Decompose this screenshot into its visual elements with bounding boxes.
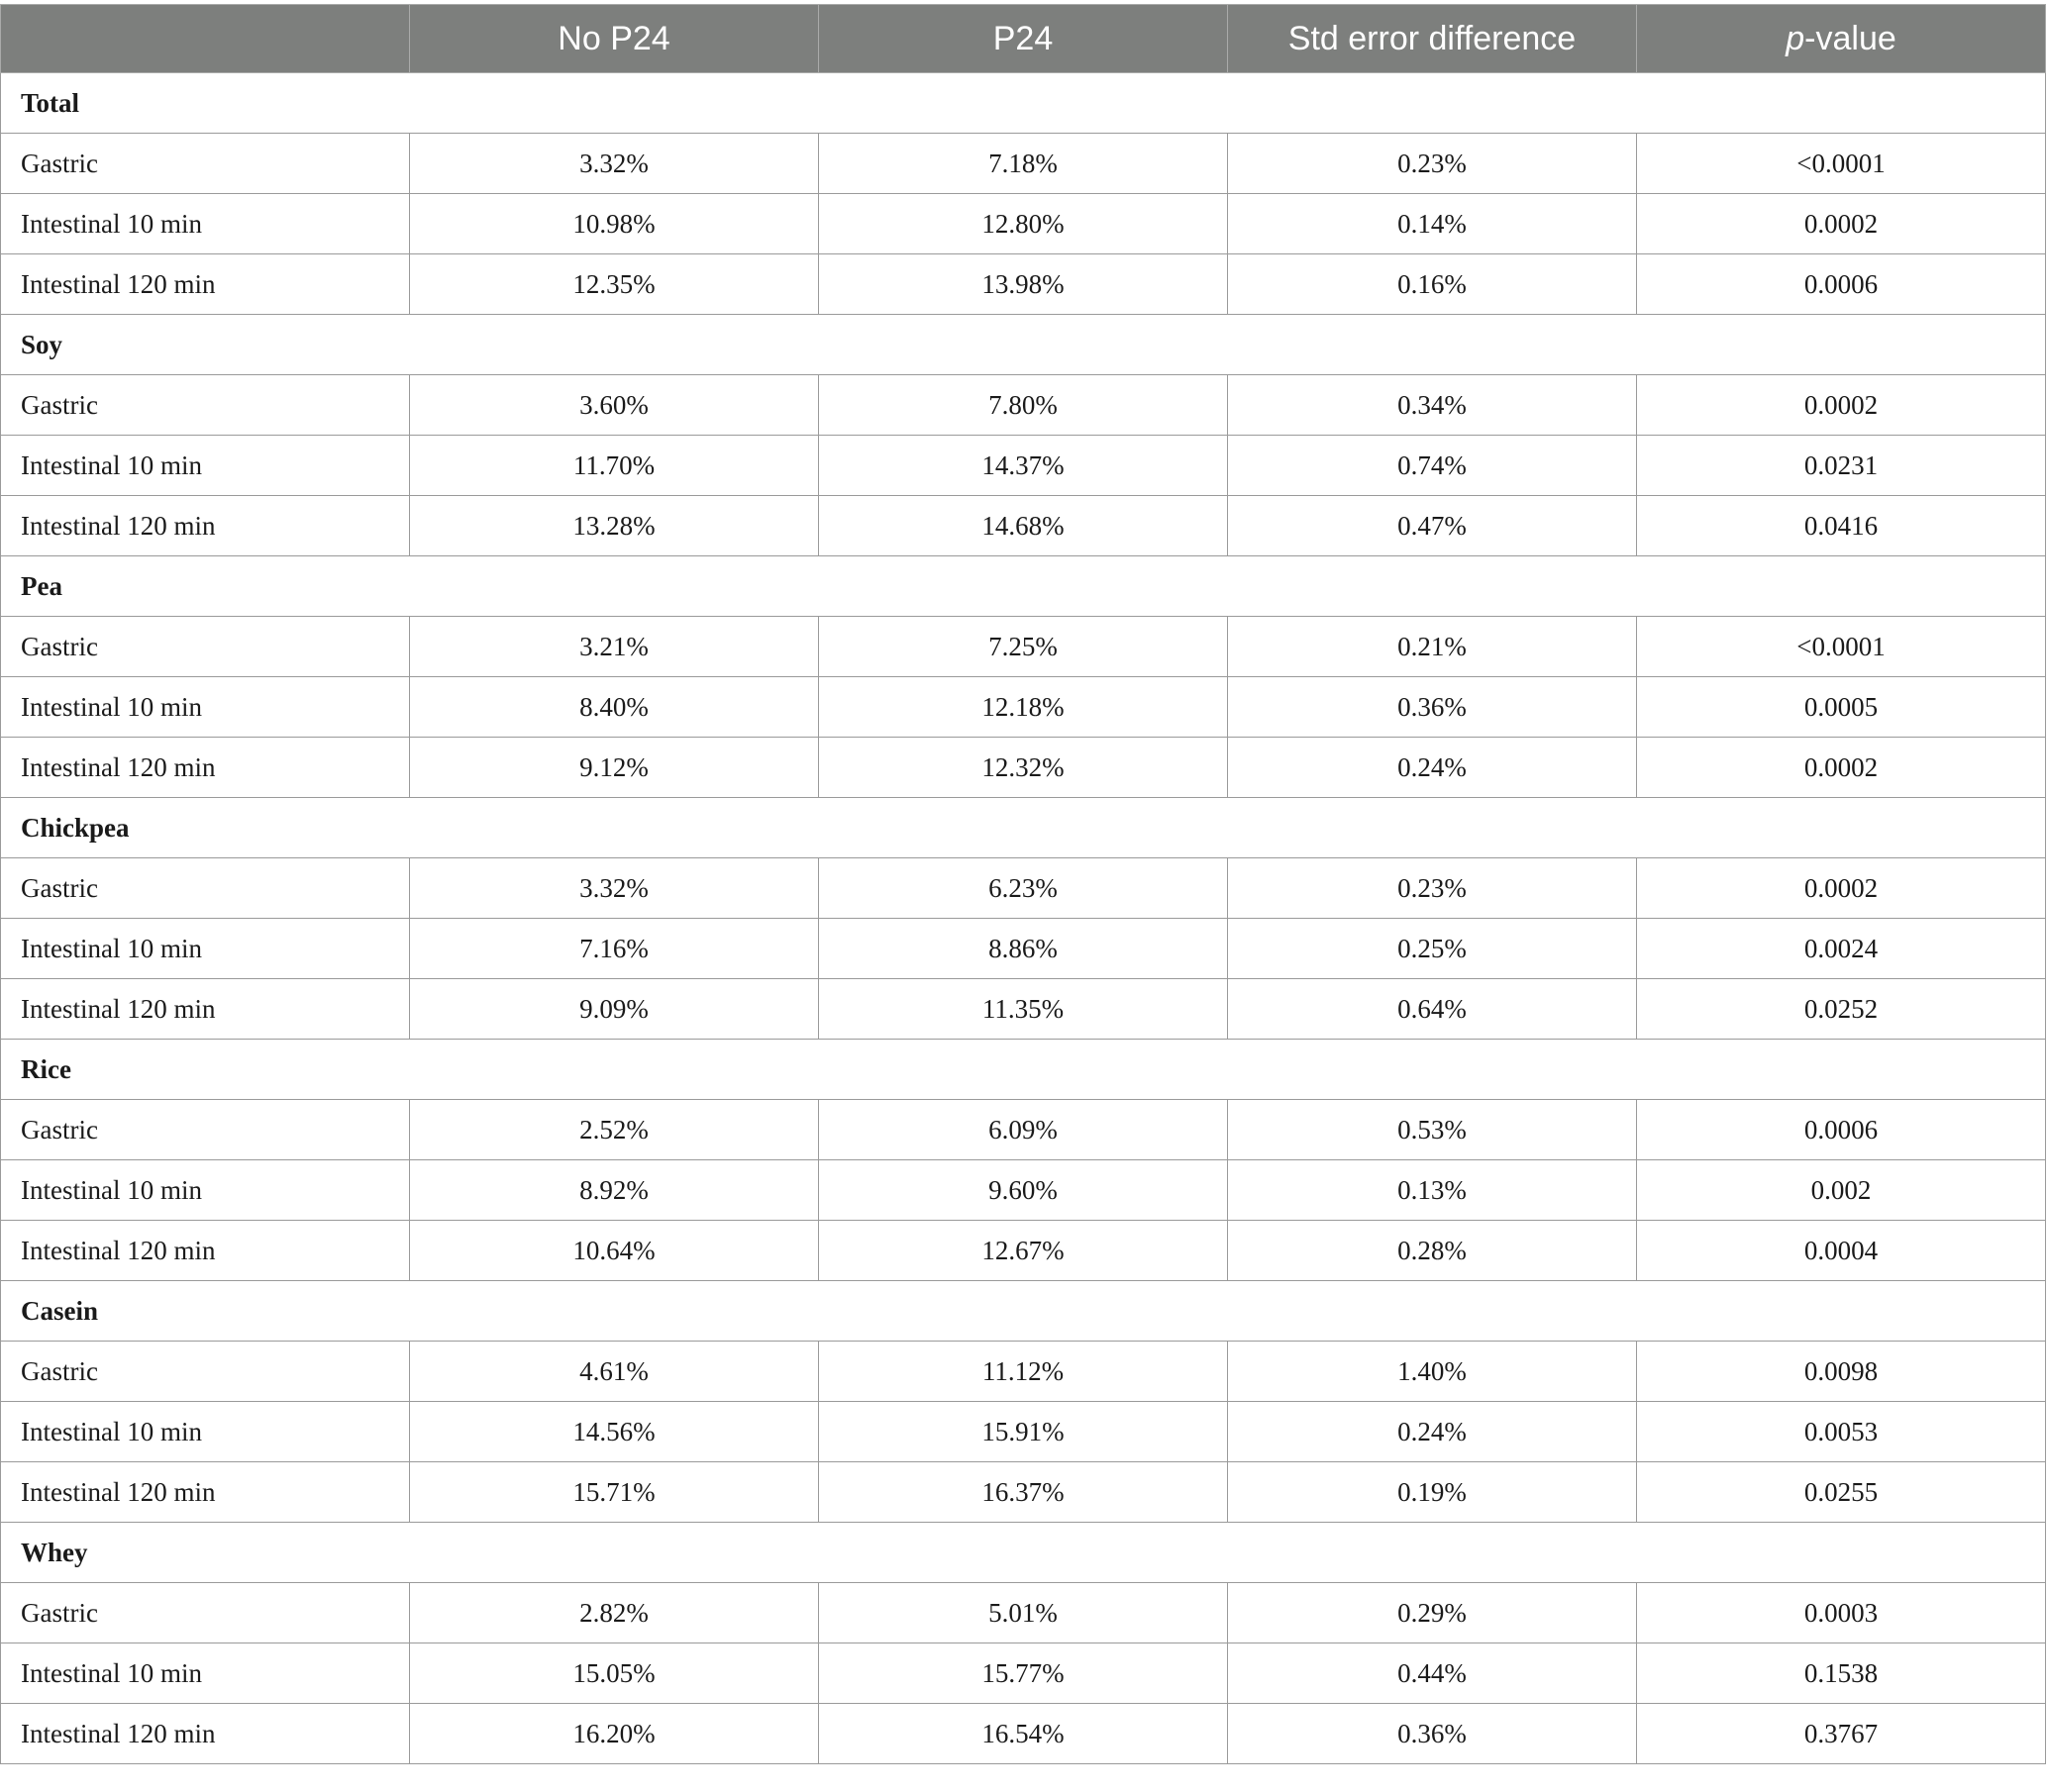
cell-p24: 7.80% (819, 375, 1228, 436)
cell-std-error: 0.47% (1228, 496, 1637, 556)
cell-p-value: 0.1538 (1637, 1643, 2046, 1704)
table-row (1, 1704, 2046, 1764)
cell-p-value: <0.0001 (1637, 134, 2046, 194)
row-label: Intestinal 120 min (1, 496, 410, 556)
cell-no-p24: 10.98% (410, 194, 819, 254)
cell-std-error: 0.44% (1228, 1643, 1637, 1704)
cell-p24: 12.80% (819, 194, 1228, 254)
row-label: Intestinal 10 min (1, 1643, 410, 1704)
cell-p-value: 0.0006 (1637, 254, 2046, 315)
table-row (1, 1342, 2046, 1402)
row-label: Intestinal 120 min (1, 1221, 410, 1281)
header-row (1, 5, 2046, 73)
table-row (1, 375, 2046, 436)
cell-p-value: 0.002 (1637, 1160, 2046, 1221)
cell-p24: 7.18% (819, 134, 1228, 194)
group-label: Rice (1, 1040, 2046, 1100)
cell-p24: 14.68% (819, 496, 1228, 556)
cell-no-p24: 11.70% (410, 436, 819, 496)
cell-p-value: <0.0001 (1637, 617, 2046, 677)
row-label: Gastric (1, 1342, 410, 1402)
results-table-container (0, 4, 2047, 1764)
row-label: Gastric (1, 134, 410, 194)
cell-p-value: 0.0098 (1637, 1342, 2046, 1402)
group-row-chickpea (1, 798, 2046, 858)
row-label: Gastric (1, 1583, 410, 1643)
cell-no-p24: 8.92% (410, 1160, 819, 1221)
cell-no-p24: 15.05% (410, 1643, 819, 1704)
cell-p-value: 0.0024 (1637, 919, 2046, 979)
cell-p24: 6.23% (819, 858, 1228, 919)
cell-std-error: 1.40% (1228, 1342, 1637, 1402)
row-label: Intestinal 10 min (1, 436, 410, 496)
cell-p24: 9.60% (819, 1160, 1228, 1221)
group-row-rice (1, 1040, 2046, 1100)
cell-p24: 12.67% (819, 1221, 1228, 1281)
row-label: Intestinal 120 min (1, 979, 410, 1040)
cell-std-error: 0.29% (1228, 1583, 1637, 1643)
cell-p24: 15.91% (819, 1402, 1228, 1462)
row-label: Intestinal 120 min (1, 254, 410, 315)
cell-p24: 13.98% (819, 254, 1228, 315)
cell-no-p24: 12.35% (410, 254, 819, 315)
group-label: Pea (1, 556, 2046, 617)
table-row (1, 677, 2046, 738)
table-row (1, 436, 2046, 496)
group-row-whey (1, 1523, 2046, 1583)
table-row (1, 254, 2046, 315)
cell-p-value: 0.0005 (1637, 677, 2046, 738)
header-cell-no-p24: No P24 (410, 5, 819, 73)
cell-p24: 16.37% (819, 1462, 1228, 1523)
table-row (1, 617, 2046, 677)
cell-std-error: 0.74% (1228, 436, 1637, 496)
cell-p-value: 0.0255 (1637, 1462, 2046, 1523)
cell-std-error: 0.16% (1228, 254, 1637, 315)
cell-std-error: 0.25% (1228, 919, 1637, 979)
row-label: Intestinal 10 min (1, 1160, 410, 1221)
table-row (1, 1643, 2046, 1704)
table-row (1, 919, 2046, 979)
row-label: Gastric (1, 375, 410, 436)
header-cell-blank (1, 5, 410, 73)
cell-no-p24: 16.20% (410, 1704, 819, 1764)
header-cell-p24: P24 (819, 5, 1228, 73)
cell-std-error: 0.19% (1228, 1462, 1637, 1523)
cell-std-error: 0.64% (1228, 979, 1637, 1040)
cell-no-p24: 4.61% (410, 1342, 819, 1402)
row-label: Intestinal 10 min (1, 677, 410, 738)
cell-std-error: 0.14% (1228, 194, 1637, 254)
cell-p-value: 0.3767 (1637, 1704, 2046, 1764)
cell-p-value: 0.0006 (1637, 1100, 2046, 1160)
table-row (1, 979, 2046, 1040)
cell-no-p24: 3.60% (410, 375, 819, 436)
group-row-total (1, 73, 2046, 134)
row-label: Intestinal 120 min (1, 738, 410, 798)
table-row (1, 1100, 2046, 1160)
cell-p-value: 0.0003 (1637, 1583, 2046, 1643)
cell-std-error: 0.36% (1228, 677, 1637, 738)
cell-std-error: 0.23% (1228, 134, 1637, 194)
table-row (1, 194, 2046, 254)
cell-std-error: 0.24% (1228, 1402, 1637, 1462)
table-row (1, 496, 2046, 556)
group-row-pea (1, 556, 2046, 617)
results-table (0, 4, 2046, 1764)
cell-p-value: 0.0416 (1637, 496, 2046, 556)
row-label: Intestinal 120 min (1, 1462, 410, 1523)
cell-std-error: 0.23% (1228, 858, 1637, 919)
cell-no-p24: 10.64% (410, 1221, 819, 1281)
row-label: Gastric (1, 1100, 410, 1160)
cell-p24: 12.32% (819, 738, 1228, 798)
table-row (1, 1462, 2046, 1523)
cell-std-error: 0.34% (1228, 375, 1637, 436)
table-row (1, 1402, 2046, 1462)
header-cell-std-error: Std error difference (1228, 5, 1637, 73)
cell-no-p24: 9.09% (410, 979, 819, 1040)
row-label: Intestinal 10 min (1, 194, 410, 254)
table-row (1, 1160, 2046, 1221)
cell-no-p24: 3.32% (410, 858, 819, 919)
cell-no-p24: 3.21% (410, 617, 819, 677)
cell-p24: 6.09% (819, 1100, 1228, 1160)
cell-no-p24: 13.28% (410, 496, 819, 556)
cell-p24: 11.12% (819, 1342, 1228, 1402)
group-label: Casein (1, 1281, 2046, 1342)
cell-p24: 16.54% (819, 1704, 1228, 1764)
cell-p-value: 0.0002 (1637, 375, 2046, 436)
cell-p-value: 0.0053 (1637, 1402, 2046, 1462)
cell-std-error: 0.24% (1228, 738, 1637, 798)
cell-std-error: 0.21% (1228, 617, 1637, 677)
cell-std-error: 0.36% (1228, 1704, 1637, 1764)
group-label: Whey (1, 1523, 2046, 1583)
table-row (1, 134, 2046, 194)
cell-p-value: 0.0231 (1637, 436, 2046, 496)
row-label: Intestinal 10 min (1, 919, 410, 979)
table-body (1, 73, 2046, 1764)
cell-no-p24: 14.56% (410, 1402, 819, 1462)
cell-std-error: 0.53% (1228, 1100, 1637, 1160)
cell-p-value: 0.0002 (1637, 858, 2046, 919)
row-label: Gastric (1, 858, 410, 919)
header-cell-p-value (1637, 5, 2046, 73)
cell-p24: 15.77% (819, 1643, 1228, 1704)
group-row-soy (1, 315, 2046, 375)
cell-std-error: 0.13% (1228, 1160, 1637, 1221)
cell-p24: 12.18% (819, 677, 1228, 738)
table-row (1, 1221, 2046, 1281)
cell-p24: 8.86% (819, 919, 1228, 979)
cell-std-error: 0.28% (1228, 1221, 1637, 1281)
cell-p-value: 0.0252 (1637, 979, 2046, 1040)
p-italic: p (1786, 19, 1805, 57)
table-header (1, 5, 2046, 73)
group-label: Total (1, 73, 2046, 134)
cell-no-p24: 15.71% (410, 1462, 819, 1523)
cell-no-p24: 2.52% (410, 1100, 819, 1160)
p-value-suffix: -value (1804, 19, 1896, 57)
cell-no-p24: 9.12% (410, 738, 819, 798)
row-label: Gastric (1, 617, 410, 677)
cell-p24: 11.35% (819, 979, 1228, 1040)
cell-p-value: 0.0002 (1637, 738, 2046, 798)
cell-no-p24: 7.16% (410, 919, 819, 979)
group-label: Chickpea (1, 798, 2046, 858)
cell-no-p24: 2.82% (410, 1583, 819, 1643)
row-label: Intestinal 10 min (1, 1402, 410, 1462)
cell-p24: 14.37% (819, 436, 1228, 496)
group-label: Soy (1, 315, 2046, 375)
table-row (1, 858, 2046, 919)
cell-p24: 5.01% (819, 1583, 1228, 1643)
table-row (1, 738, 2046, 798)
cell-no-p24: 3.32% (410, 134, 819, 194)
table-row (1, 1583, 2046, 1643)
row-label: Intestinal 120 min (1, 1704, 410, 1764)
cell-p-value: 0.0004 (1637, 1221, 2046, 1281)
cell-no-p24: 8.40% (410, 677, 819, 738)
group-row-casein (1, 1281, 2046, 1342)
cell-p-value: 0.0002 (1637, 194, 2046, 254)
cell-p24: 7.25% (819, 617, 1228, 677)
